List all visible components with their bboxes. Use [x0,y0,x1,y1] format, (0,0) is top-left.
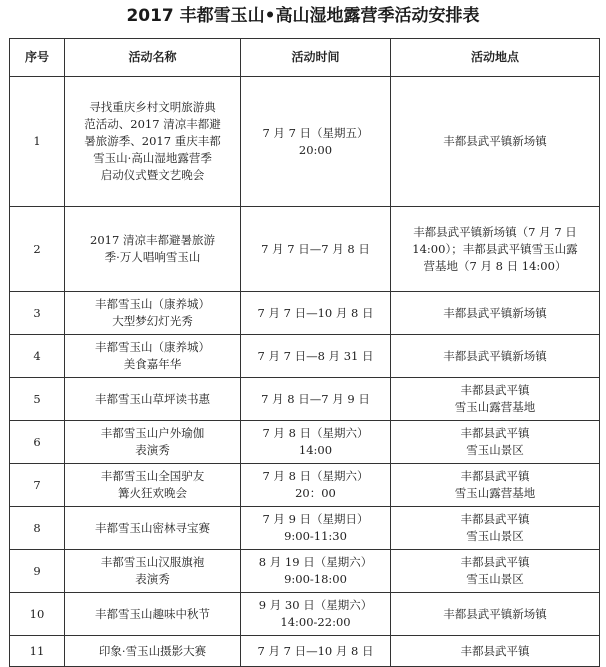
row-location-cell [391,464,600,507]
cell-text-line: 暑旅游季、2017 重庆丰都 [84,134,221,148]
row-name-cell [65,77,241,207]
cell-text-line: 丰都县武平镇新场镇 [443,134,547,148]
row-name-cell [65,507,241,550]
row-number-cell: 7 [10,464,65,507]
row-time-cell [241,464,391,507]
cell-text-line: 14:00）；丰都县武平镇雪玉山露 [412,241,578,256]
cell-text-line: 美食嘉年华 [123,357,182,371]
cell-text-line: 雪玉山露营基地 [454,486,536,500]
row-location-cell [391,335,600,378]
row-name-cell [65,335,241,378]
header-cell-name: 活动名称 [65,39,241,77]
row-location-cell [391,507,600,550]
row-time-cell [241,378,391,421]
table-row [10,378,600,421]
cell-text-line: 7 月 9 日（星期日） [262,512,369,526]
table-row [10,207,600,292]
row-location-cell [391,207,600,292]
row-number-cell: 8 [10,507,65,550]
cell-text-line: 丰都县武平镇 [460,643,530,658]
table-row [10,550,600,593]
row-number-cell: 6 [10,421,65,464]
row-name-cell [65,421,241,464]
row-name-cell [65,550,241,593]
cell-text-line: 季·万人唱响雪玉山 [104,250,201,264]
cell-text-line: 大型梦幻灯光秀 [112,314,193,328]
header-row [10,39,600,77]
cell-text-line: 雪玉山·高山湿地露营季 [93,151,212,165]
cell-text-line: 丰都雪玉山户外瑜伽 [100,426,205,440]
cell-text-line: 启动仪式暨文艺晚会 [100,168,205,182]
cell-text-line: 8 月 19 日（星期六） [258,555,373,569]
cell-text-line: 7 月 7 日—10 月 8 日 [257,643,374,658]
row-name-cell [65,378,241,421]
row-time-cell [241,77,391,207]
table-body [10,77,600,667]
header-cell-location: 活动地点 [391,39,600,77]
row-number-cell: 4 [10,335,65,378]
cell-text-line: 雪玉山景区 [466,572,524,586]
cell-text-line: 表演秀 [135,443,170,457]
row-name-cell [65,464,241,507]
header-cell-time: 活动时间 [241,39,391,77]
cell-text-line: 9:00-18:00 [284,572,347,586]
cell-text-line: 9:00-11:30 [284,529,347,543]
cell-text-line: 7 月 8 日—7 月 9 日 [261,391,370,406]
row-time-cell [241,421,391,464]
cell-text-line: 丰都雪玉山（康养城） [95,297,210,311]
row-location-cell [391,593,600,636]
table-row [10,507,600,550]
row-location-cell [391,292,600,335]
table-row [10,421,600,464]
cell-text-line: 2017 清凉丰都避暑旅游 [90,233,215,247]
cell-text-line: 7 月 8 日（星期六） [262,469,369,483]
cell-text-line: 寻找重庆乡村文明旅游典 [89,100,216,114]
cell-text-line: 丰都县武平镇新场镇 [443,305,547,320]
row-number-cell: 1 [10,77,65,207]
cell-text-line: 7 月 7 日—7 月 8 日 [261,241,370,256]
row-number-cell: 11 [10,636,65,667]
cell-text-line: 丰都雪玉山草坪读书惠 [95,391,210,406]
table-row [10,636,600,667]
cell-text-line: 7 月 7 日（星期五） [262,125,369,140]
row-number-cell: 2 [10,207,65,292]
table-row [10,77,600,207]
cell-text-line: 雪玉山景区 [466,443,524,457]
row-time-cell [241,207,391,292]
cell-text-line: 丰都雪玉山汉服旗袍 [100,555,205,569]
cell-text-line: 7 月 7 日—8 月 31 日 [257,348,374,363]
cell-text-line: 丰都雪玉山趣味中秋节 [95,606,210,621]
row-name-cell [65,636,241,667]
cell-text-line: 营基地（7 月 8 日 14:00） [423,258,567,273]
row-number-cell: 10 [10,593,65,636]
cell-text-line: 丰都雪玉山全国驴友 [100,469,205,483]
row-location-cell [391,550,600,593]
cell-text-line: 丰都县武平镇 [460,555,530,569]
cell-text-line: 丰都县武平镇 [460,512,530,526]
cell-text-line: 表演秀 [135,572,170,586]
row-location-cell [391,421,600,464]
row-name-cell [65,593,241,636]
row-name-cell [65,292,241,335]
cell-text-line: 7 月 7 日—10 月 8 日 [257,305,374,320]
header-cell-no: 序号 [10,39,65,77]
row-time-cell [241,550,391,593]
cell-text-line: 7 月 8 日（星期六） [262,426,369,440]
cell-text-line: 丰都县武平镇 [460,426,530,440]
cell-text-line: 20：00 [295,486,336,500]
cell-text-line: 丰都雪玉山密林寻宝赛 [95,520,210,535]
row-location-cell [391,378,600,421]
row-name-cell [65,207,241,292]
table-row [10,464,600,507]
cell-text-line: 14:00 [298,443,333,457]
cell-text-line: 雪玉山景区 [466,529,524,543]
row-time-cell [241,593,391,636]
row-time-cell [241,636,391,667]
cell-text-line: 丰都县武平镇新场镇 [443,348,547,363]
row-number-cell: 5 [10,378,65,421]
cell-text-line: 丰都雪玉山（康养城） [95,340,210,354]
row-number-cell: 9 [10,550,65,593]
cell-text-line: 印象·雪玉山摄影大赛 [98,643,207,658]
cell-text-line: 范活动、2017 清凉丰都避 [84,117,221,131]
cell-text-line: 丰都县武平镇新场镇（7 月 7 日 [413,224,577,239]
cell-text-line: 雪玉山露营基地 [454,400,536,414]
page-title: 2017 丰都雪玉山•高山湿地露营季活动安排表 [126,6,480,26]
cell-text-line: 20:00 [298,142,333,157]
schedule-table [9,38,600,667]
table-row [10,593,600,636]
table-row [10,292,600,335]
row-location-cell [391,77,600,207]
cell-text-line: 丰都县武平镇 [460,469,530,483]
cell-text-line: 篝火狂欢晚会 [118,486,187,500]
cell-text-line: 丰都县武平镇新场镇 [443,606,547,621]
row-time-cell [241,507,391,550]
row-time-cell [241,292,391,335]
cell-text-line: 9 月 30 日（星期六） [258,598,373,612]
cell-text-line: 14:00-22:00 [280,615,351,629]
row-number-cell: 3 [10,292,65,335]
table-row [10,335,600,378]
row-time-cell [241,335,391,378]
cell-text-line: 丰都县武平镇 [460,383,530,397]
row-location-cell [391,636,600,667]
